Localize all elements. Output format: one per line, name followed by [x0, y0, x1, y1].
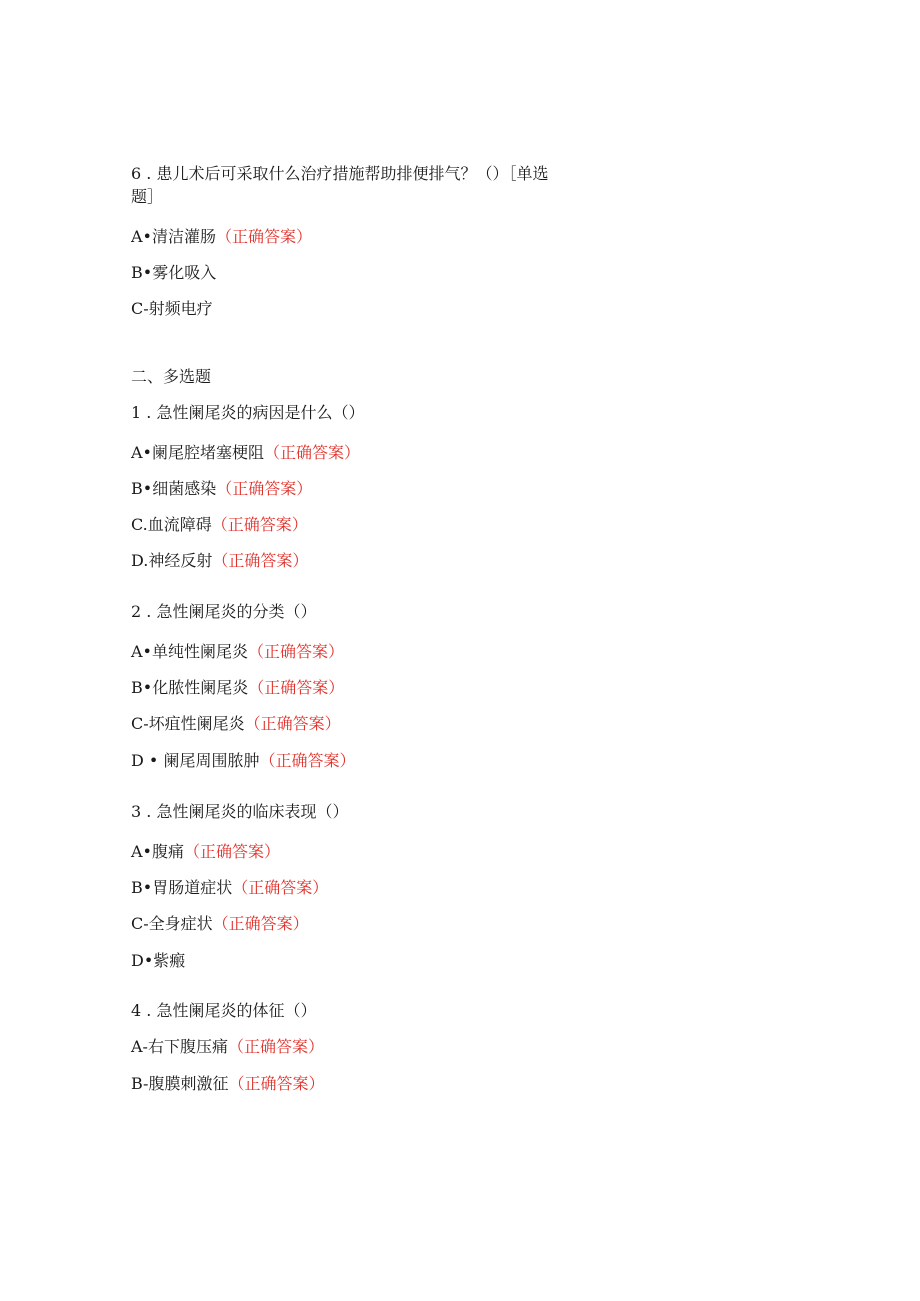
option-text: B•雾化吸入: [131, 263, 217, 282]
question-1-option-b: [131, 478, 312, 500]
option-text: B-腹膜刺激征: [131, 1074, 229, 1093]
correct-answer-mark: （正确答案）: [264, 443, 361, 462]
correct-answer-mark: （正确答案）: [228, 1074, 325, 1093]
correct-answer-mark: （正确答案）: [232, 878, 329, 897]
option-text: C-射频电疗: [131, 299, 213, 318]
correct-answer-mark: （正确答案）: [248, 678, 345, 697]
question-1-option-a: [131, 442, 360, 464]
question-6-stem-line-2: 题］: [131, 187, 164, 206]
question-6-option-a: [131, 226, 312, 248]
option-text: A•腹痛: [131, 842, 184, 861]
option-text: D•紫瘢: [131, 951, 186, 970]
question-2-option-a: [131, 641, 344, 663]
correct-answer-mark: （正确答案）: [212, 551, 309, 570]
correct-answer-mark: （正确答案）: [259, 751, 356, 770]
option-text: A•清洁灌肠: [131, 227, 216, 246]
question-4-stem: 4 . 急性阑尾炎的体征（）: [131, 1001, 317, 1020]
question-3-option-b: [131, 877, 328, 899]
correct-answer-mark: （正确答案）: [216, 227, 313, 246]
question-1-option-d: [131, 550, 308, 572]
question-6-stem-line-1: 6 . 患儿术后可采取什么治疗措施帮助排便排气？（）［单选: [131, 164, 549, 183]
question-1-stem: 1 . 急性阑尾炎的病因是什么（）: [131, 403, 365, 422]
question-3-stem: 3 . 急性阑尾炎的临床表现（）: [131, 802, 349, 821]
option-text: A•单纯性阑尾炎: [131, 642, 248, 661]
correct-answer-mark: （正确答案）: [211, 515, 308, 534]
option-text: D • 阑尾周围脓肿: [131, 751, 260, 770]
question-2-stem: 2 . 急性阑尾炎的分类（）: [131, 602, 317, 621]
option-text: A-右下腹压痛: [131, 1037, 228, 1056]
question-4-option-b: [131, 1073, 324, 1095]
question-3-option-a: [131, 841, 280, 863]
question-2-option-b: [131, 677, 344, 699]
question-2-option-d: [131, 750, 355, 772]
correct-answer-mark: （正确答案）: [244, 714, 341, 733]
option-text: A•阑尾腔堵塞梗阻: [131, 443, 264, 462]
question-2-option-c: [131, 713, 341, 735]
question-6-option-c: [131, 298, 213, 320]
option-text: B•细菌感染: [131, 479, 217, 498]
question-4-option-a: [131, 1036, 324, 1058]
option-text: C-全身症状: [131, 914, 213, 933]
correct-answer-mark: （正确答案）: [216, 479, 313, 498]
question-1-option-c: [131, 514, 308, 536]
section-heading-multiple-choice: 二、多选题: [131, 367, 212, 386]
correct-answer-mark: （正确答案）: [248, 642, 345, 661]
option-text: B•化脓性阑尾炎: [131, 678, 249, 697]
correct-answer-mark: （正确答案）: [227, 1037, 324, 1056]
correct-answer-mark: （正确答案）: [184, 842, 281, 861]
option-text: B•胃肠道症状: [131, 878, 233, 897]
option-text: D.神经反射: [131, 551, 213, 570]
correct-answer-mark: （正确答案）: [212, 914, 309, 933]
option-text: C.血流障碍: [131, 515, 212, 534]
question-3-option-c: [131, 913, 309, 935]
question-3-option-d: [131, 950, 185, 972]
option-text: C-坏疽性阑尾炎: [131, 714, 245, 733]
question-6-option-b: [131, 262, 216, 284]
